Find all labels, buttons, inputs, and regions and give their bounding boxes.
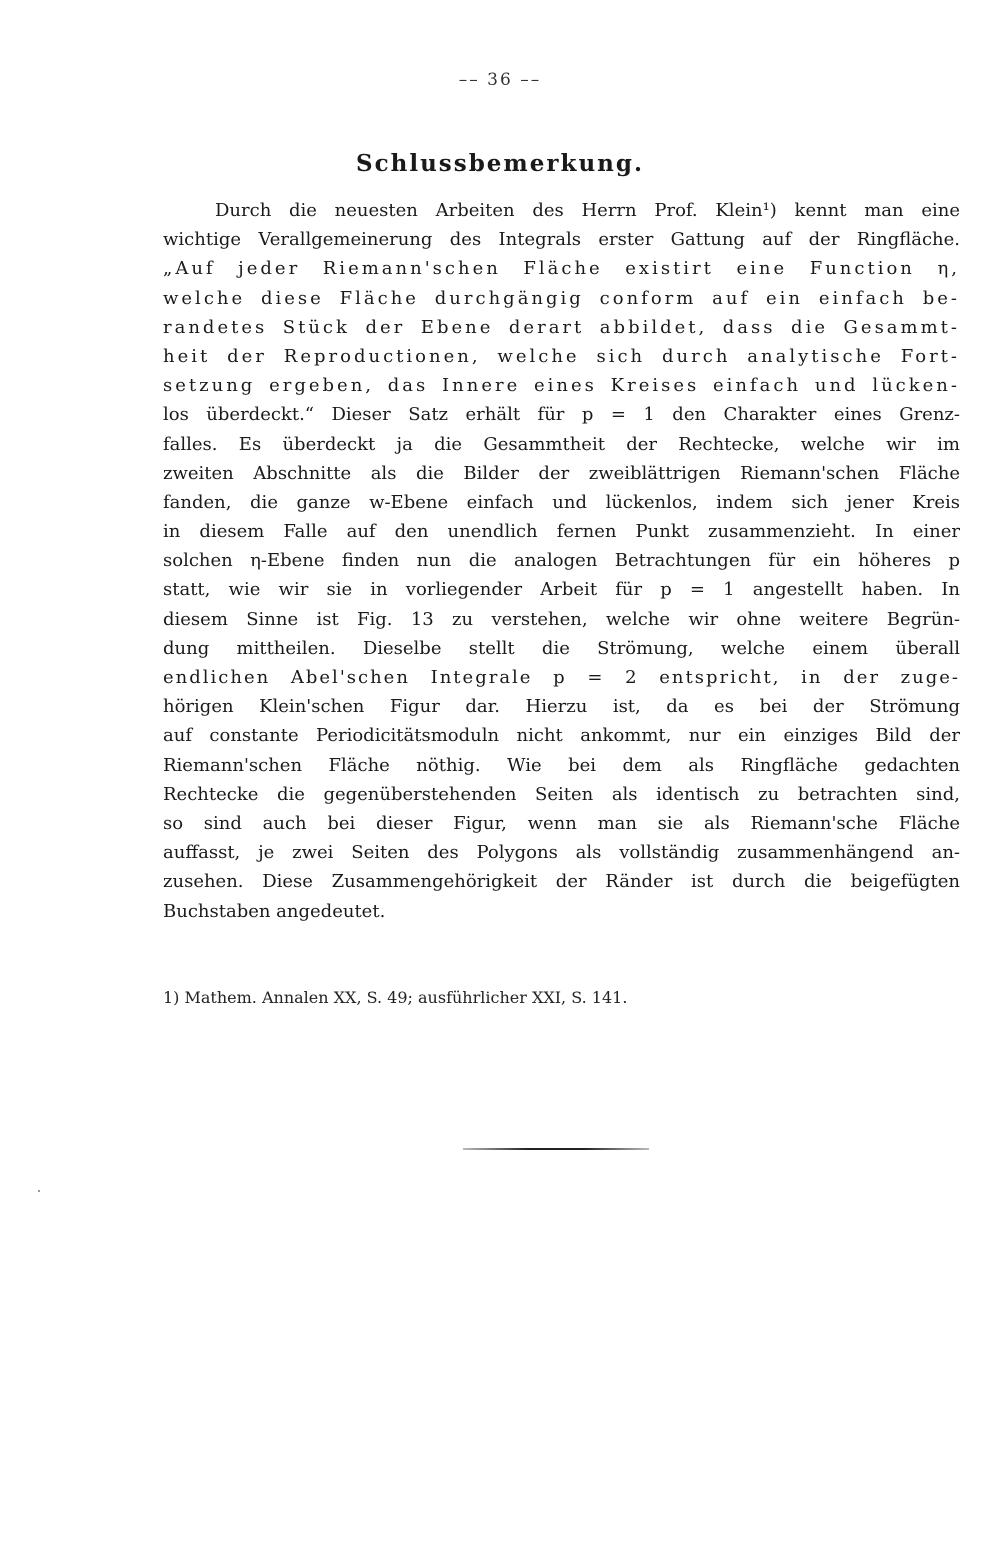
text-line: zusehen. Diese Zusammengehörigkeit der Ränder ist durch die beigefügten [163, 871, 960, 893]
text-line: Buchstaben angedeutet. [163, 900, 386, 922]
text-line: wichtige Verallgemeinerung des Integrals erster Gattung auf der Ringfläche. [163, 229, 960, 251]
text-line: so sind auch bei dieser Figur, wenn man sie als Riemann'sche Fläche [163, 812, 960, 834]
text-line: statt, wie wir sie in vorliegender Arbeit für p = 1 angestellt haben. In [163, 579, 960, 601]
page-speck [38, 1190, 40, 1192]
text-line: zweiten Abschnitte als die Bilder der zweiblättrigen Riemann'schen Fläche [163, 462, 960, 484]
text-line: dung mittheilen. Dieselbe stellt die Strömung, welche einem überall [163, 637, 960, 659]
text-line: Riemann'schen Fläche nöthig. Wie bei dem als Ringfläche gedachten [163, 754, 960, 776]
text-line: solchen η-Ebene finden nun die analogen Betrachtungen für ein höheres p [163, 550, 960, 572]
text-line: in diesem Falle auf den unendlich fernen Punkt zusammenzieht. In einer [163, 521, 960, 543]
text-line: fanden, die ganze w-Ebene einfach und lückenlos, indem sich jener Kreis [163, 491, 960, 513]
text-line: welche diese Fläche durchgängig conform auf ein einfach be- [163, 287, 960, 309]
text-line: hörigen Klein'schen Figur dar. Hierzu ist, da es bei der Strömung [163, 696, 960, 718]
text-line: diesem Sinne ist Fig. 13 zu verstehen, welche wir ohne weitere Begrün- [163, 608, 960, 630]
text-line: Rechtecke die gegenüberstehenden Seiten als identisch zu betrachten sind, [163, 783, 960, 805]
body-paragraph [163, 196, 960, 926]
page-number: –– 36 –– [458, 70, 542, 90]
section-heading: Schlussbemerkung. [356, 150, 644, 177]
text-line: auf constante Periodicitätsmoduln nicht ankommt, nur ein einziges Bild der [163, 725, 960, 747]
text-line: auffasst, je zwei Seiten des Polygons als vollständig zusammenhängend an- [163, 842, 960, 864]
text-line: „Auf jeder Riemann'schen Fläche existirt eine Function η, [163, 258, 960, 280]
text-line: setzung ergeben, das Innere eines Kreises einfach und lücken- [163, 375, 960, 397]
text-line: heit der Reproductionen, welche sich durch analytische Fort- [163, 345, 960, 367]
text-line: los überdeckt.“ Dieser Satz erhält für p = 1 den Charakter eines Grenz- [163, 404, 960, 426]
text-line: randetes Stück der Ebene derart abbildet, dass die Gesammt- [163, 316, 960, 338]
footnote: 1) Mathem. Annalen XX, S. 49; ausführlicher XXI, S. 141. [163, 988, 628, 1007]
text-line: Durch die neuesten Arbeiten des Herrn Prof. Klein¹) kennt man eine [215, 200, 960, 221]
text-line: falles. Es überdeckt ja die Gesammtheit der Rechtecke, welche wir im [163, 433, 960, 455]
end-rule-divider [463, 1148, 649, 1150]
text-line: endlichen Abel'schen Integrale p = 2 entspricht, in der zuge- [163, 667, 960, 688]
